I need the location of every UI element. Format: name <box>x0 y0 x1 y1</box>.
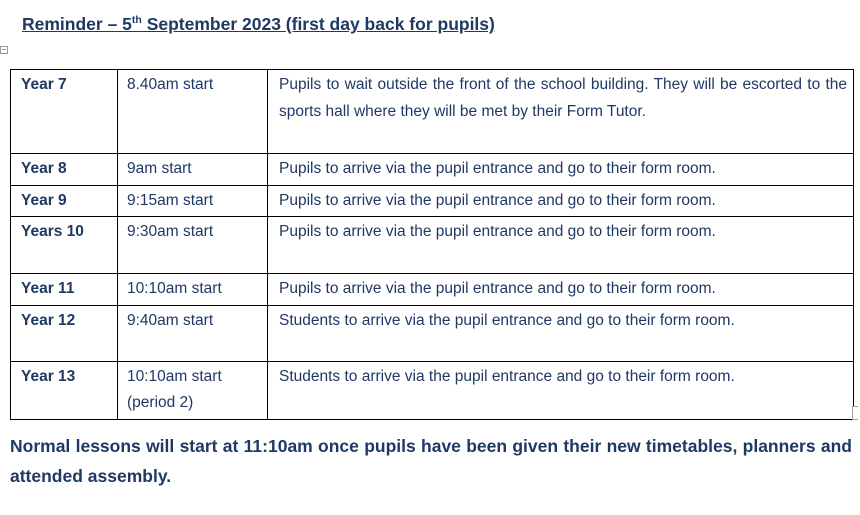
start-time-text: 9:30am start <box>127 223 214 240</box>
start-time-text: 10:10am start <box>127 280 222 297</box>
start-time-cell <box>118 361 268 419</box>
table-row <box>11 274 854 306</box>
year-group-cell: Year 12 <box>11 305 118 361</box>
start-time-cell <box>118 154 268 186</box>
arrival-instructions-cell: Pupils to arrive via the pupil entrance and go to their form room. <box>268 185 854 217</box>
arrival-instructions-cell: Pupils to arrive via the pupil entrance and go to their form room. <box>268 154 854 186</box>
start-time-cell <box>118 217 268 274</box>
year-group-cell: Year 8 <box>11 154 118 186</box>
start-time-text: 10:10am start <box>127 367 222 385</box>
table-row <box>11 217 854 274</box>
lessons-start-note: Normal lessons will start at 11:10am once pupils have been given their new timetables, planners and attended assembly. <box>10 436 852 486</box>
start-times-table <box>10 69 854 420</box>
arrival-instructions-cell: Students to arrive via the pupil entrance and go to their form room. <box>268 305 854 361</box>
table-resize-handle-icon[interactable] <box>852 406 858 420</box>
start-time-note: (period 2) <box>127 394 194 411</box>
start-time-text: 9:40am start <box>127 311 214 329</box>
table-move-handle-icon[interactable] <box>0 46 8 54</box>
arrival-instructions-cell: Pupils to arrive via the pupil entrance and go to their form room. <box>268 217 854 274</box>
year-group-cell: Year 11 <box>11 274 118 306</box>
year-group-cell: Year 9 <box>11 185 118 217</box>
year-group-cell: Year 7 <box>11 70 118 154</box>
table-row <box>11 361 854 419</box>
title-prefix: Reminder – 5 <box>22 14 132 34</box>
arrival-instructions-cell: Pupils to arrive via the pupil entrance and go to their form room. <box>268 274 854 306</box>
start-time-cell <box>118 70 268 154</box>
start-time-text: 9:15am start <box>127 191 214 209</box>
start-time-cell <box>118 185 268 217</box>
start-time-cell <box>118 274 268 306</box>
table-row <box>11 305 854 361</box>
year-group-cell: Years 10 <box>11 217 118 274</box>
title-suffix: September 2023 (first day back for pupils) <box>141 14 495 34</box>
start-time-text: 9am start <box>127 160 192 177</box>
arrival-instructions-cell: Pupils to wait outside the front of the school building. They will be escorted to the sports hall where they will be met by their Form Tutor. <box>268 70 854 154</box>
table-row <box>11 70 854 154</box>
title-ordinal-suffix: th <box>131 14 142 26</box>
table-row <box>11 185 854 217</box>
table-row <box>11 154 854 186</box>
year-group-cell: Year 13 <box>11 361 118 419</box>
page-title <box>22 14 495 35</box>
start-time-cell <box>118 305 268 361</box>
start-time-text: 8.40am start <box>127 76 214 93</box>
arrival-instructions-cell: Students to arrive via the pupil entrance and go to their form room. <box>268 361 854 419</box>
